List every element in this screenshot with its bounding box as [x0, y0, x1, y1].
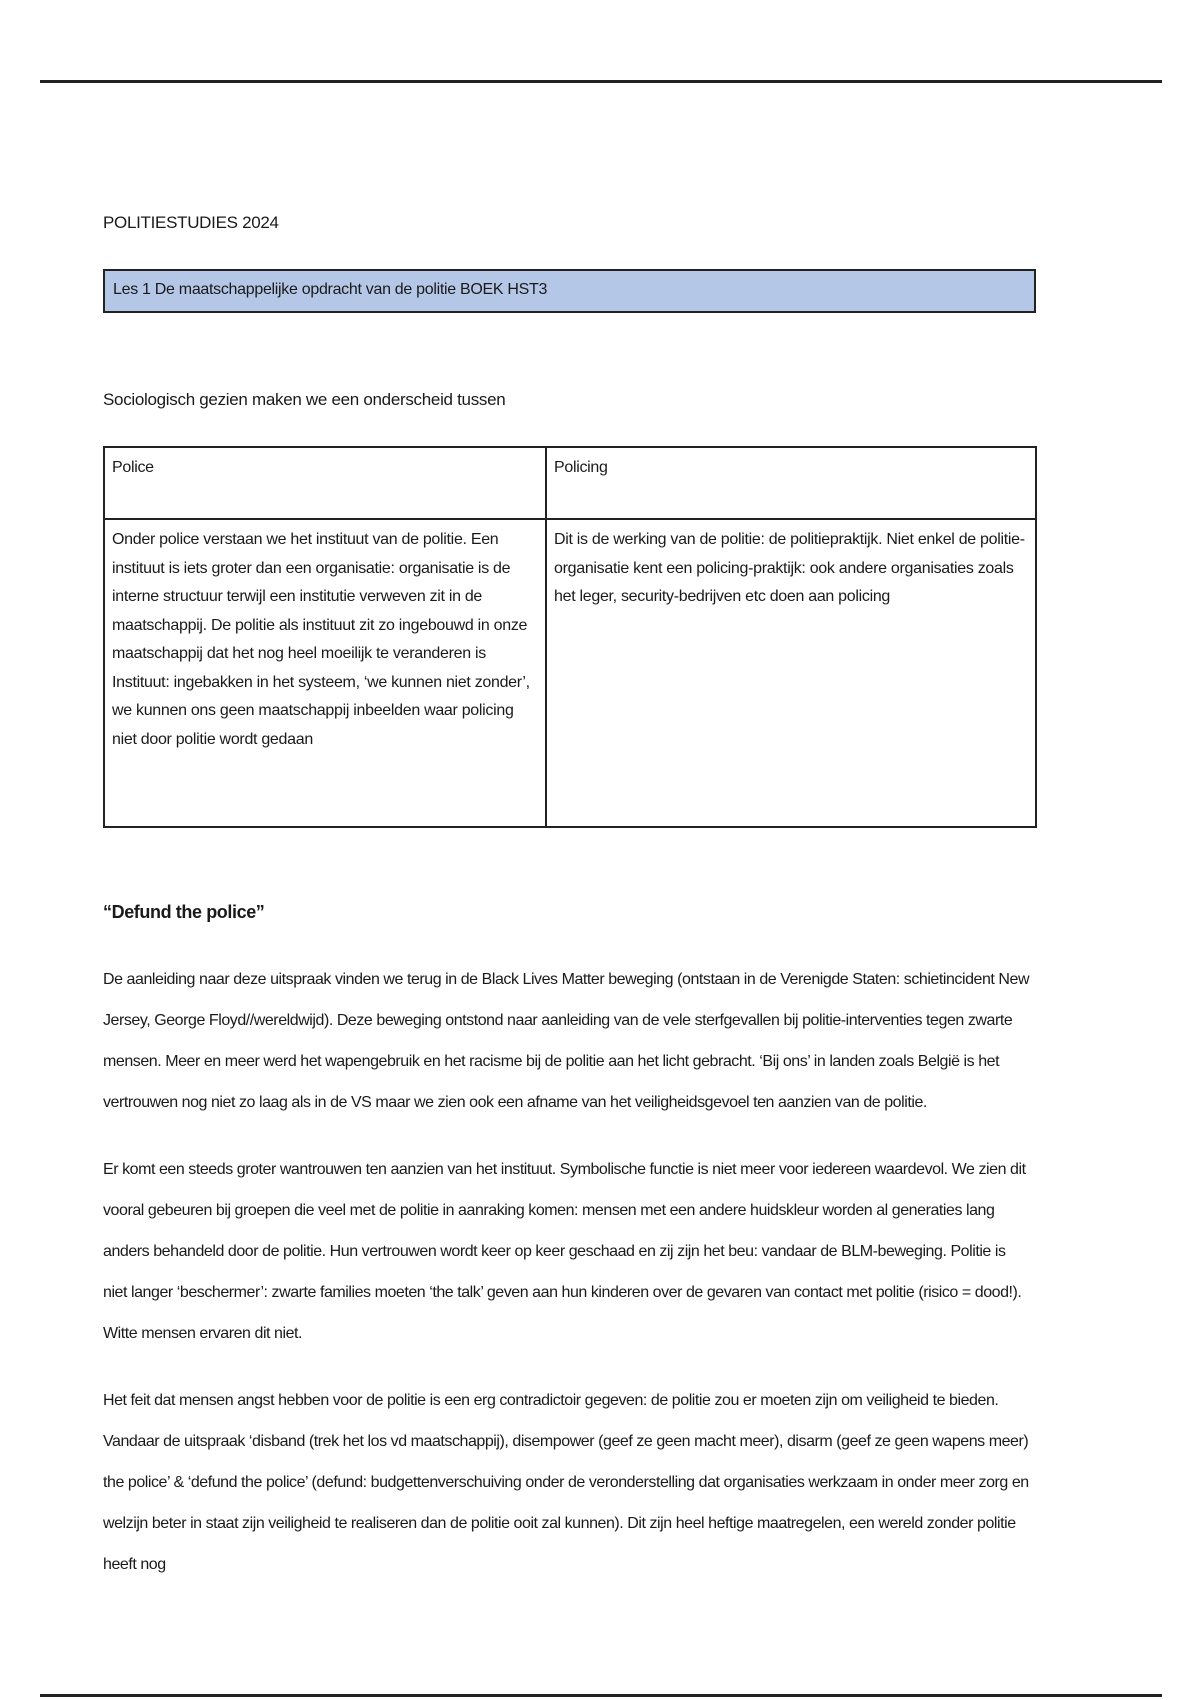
bottom-divider [40, 1694, 1162, 1697]
intro-sentence: Sociologisch gezien maken we een onderscheid tussen [103, 390, 506, 409]
course-title: POLITIESTUDIES 2024 [103, 213, 279, 232]
paragraph-3: Het feit dat mensen angst hebben voor de politie is een erg contradictoir gegeven: de politie zou er moeten zijn om veiligheid te bieden. Vandaar de uitspraak ‘disband (trek het los vd maatschappij), disempower (geef ze geen macht meer), disarm (geef ze geen wapens meer) the police’ & ‘defund the police’ (defund: budgettenverschuiving onder de veronderstelling dat organisaties werkzaam in onder meer zorg en welzijn beter in staat zijn veiligheid te realiseren dan de politie ooit zal kunnen). Dit zijn heel heftige maatregelen, een wereld zonder politie heeft nog [103, 1392, 1029, 1573]
police-cell [104, 519, 546, 827]
police-policing-table [103, 446, 1037, 828]
lesson-heading-box [103, 269, 1036, 313]
police-description: Onder police verstaan we het instituut van de politie. Een instituut is iets groter dan een organisatie: organisatie is de interne structuur terwijl een institutie verweven zit in de maatschappij. De politie als instituut zit zo ingebouwd in onze maatschappij dat het nog heel moeilijk te veranderen is [112, 531, 528, 662]
lesson-heading: Les 1 De maatschappelijke opdracht van de politie BOEK HST3 [113, 281, 548, 298]
paragraph-2: Er komt een steeds groter wantrouwen ten aanzien van het instituut. Symbolische functie is niet meer voor iedereen waardevol. We zien dit vooral gebeuren bij groepen die veel met de politie in aanraking komen: mensen met een andere huidskleur worden al generaties lang anders behandeld door de politie. Hun vertrouwen wordt keer op keer geschaad en zij zijn het beu: vandaar de BLM-beweging. Politie is niet langer ‘beschermer’: zwarte families moeten ‘the talk’ geven aan hun kinderen over de gevaren van contact met politie (risico = dood!). Witte mensen ervaren dit niet. [103, 1161, 1026, 1342]
police-institute-note: Instituut: ingebakken in het systeem, ‘we kunnen niet zonder’, we kunnen ons geen maatschappij inbeelden waar policing niet door politie wordt gedaan [112, 673, 530, 748]
header-policing: Policing [546, 447, 1036, 519]
table-row [104, 519, 1036, 827]
policing-cell [546, 519, 1036, 827]
table-header-row [104, 447, 1036, 519]
header-police: Police [104, 447, 546, 519]
section-title: “Defund the police” [103, 902, 265, 922]
paragraph-1: De aanleiding naar deze uitspraak vinden we terug in de Black Lives Matter beweging (ontstaan in de Verenigde Staten: schietincident New Jersey, George Floyd//wereldwijd). Deze beweging ontstond naar aanleiding van de vele sterfgevallen bij politie-interventies tegen zwarte mensen. Meer en meer werd het wapengebruik en het racisme bij de politie aan het licht gebracht. ‘Bij ons’ in landen zoals België is het vertrouwen nog niet zo laag als in de VS maar we zien ook een afname van het veiligheidsgevoel ten aanzien van de politie. [103, 971, 1030, 1111]
policing-description: Dit is de werking van de politie: de politiepraktijk. Niet enkel de politie-organisatie kent een policing-praktijk: ook andere organisaties zoals het leger, security-bedrijven etc doen aan policing [554, 531, 1025, 605]
top-divider [40, 80, 1162, 83]
